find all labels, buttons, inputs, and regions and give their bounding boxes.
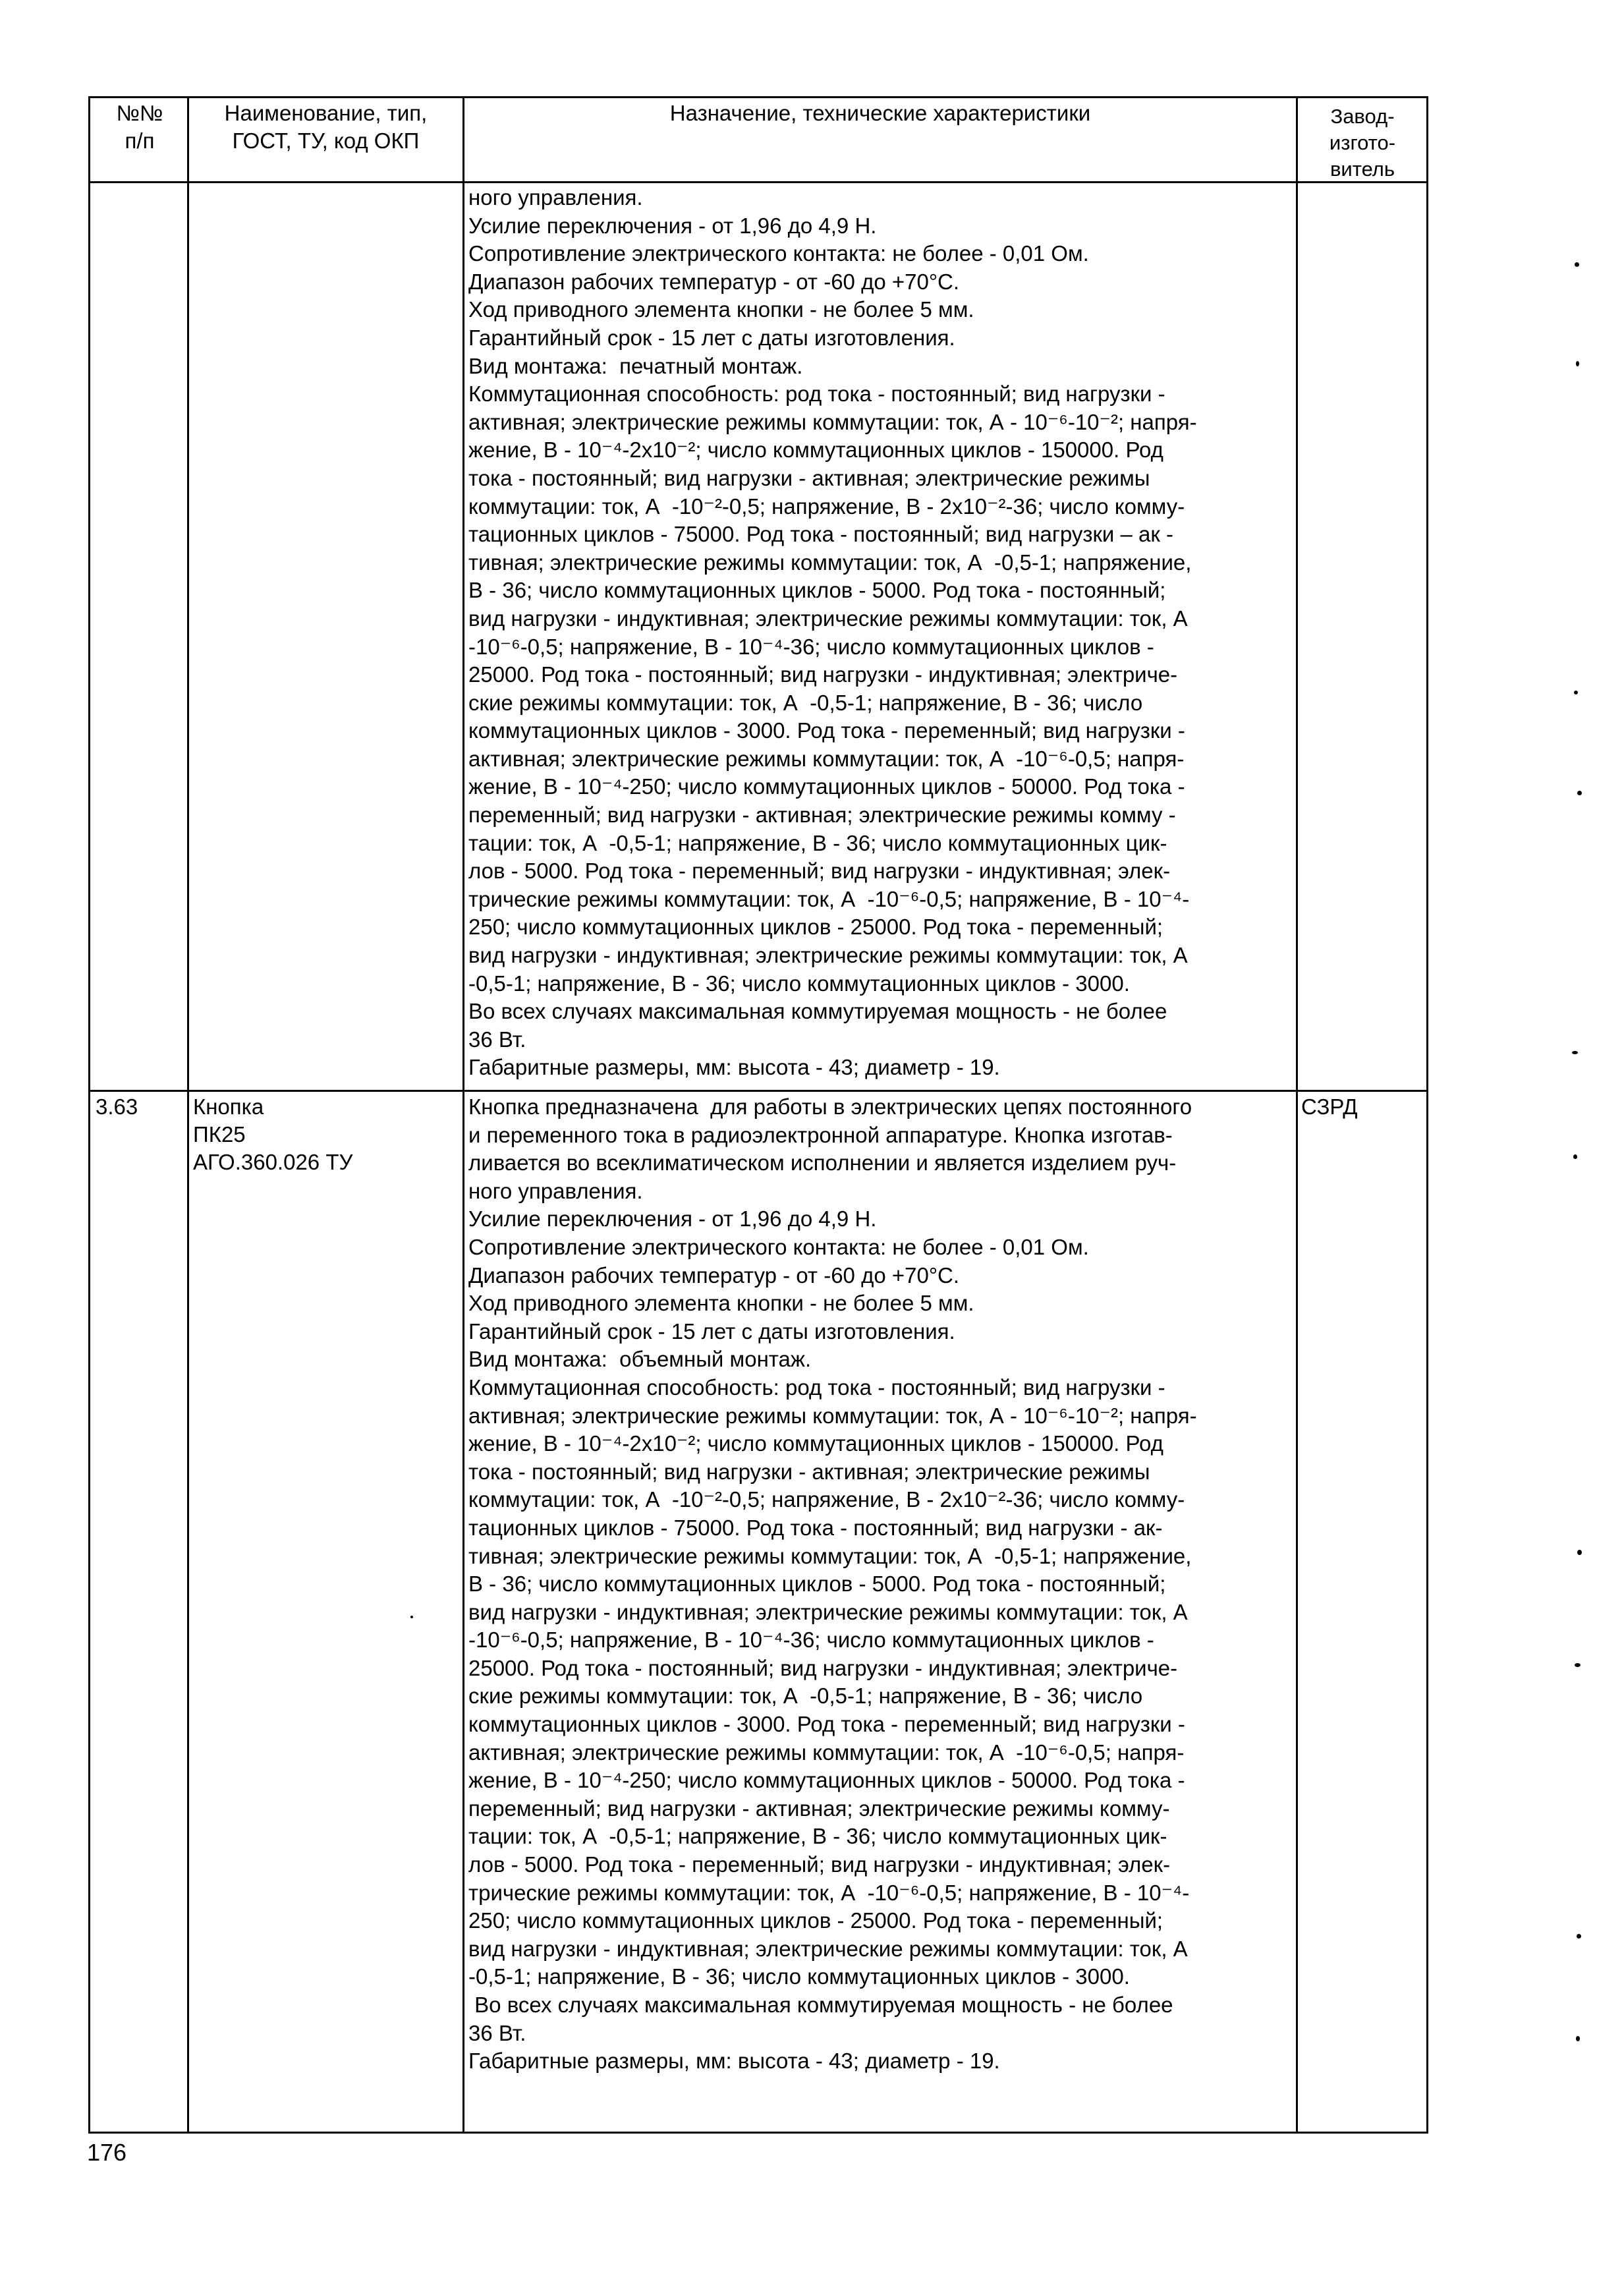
row2-line: Во всех случаях максимальная коммутируемая мощность - не более bbox=[468, 1993, 1173, 2017]
row2-line: переменный; вид нагрузки - активная; электрические режимы комму- bbox=[468, 1796, 1170, 1821]
row2-line: Кнопка предназначена для работы в электрических цепях постоянного bbox=[468, 1094, 1192, 1119]
row2-line: Гарантийный срок - 15 лет с даты изготовления. bbox=[468, 1318, 955, 1344]
row2-line: 250; число коммутационных циклов - 25000. Род тока - переменный; bbox=[468, 1908, 1163, 1933]
column-divider bbox=[1296, 98, 1298, 2132]
row1-line: 25000. Род тока - постоянный; вид нагрузки - индуктивная; электриче- bbox=[468, 662, 1178, 687]
row2-line: тации: ток, А -0,5-1; напряжение, В - 36; число коммутационных цик- bbox=[468, 1824, 1167, 1849]
column-divider bbox=[187, 98, 189, 2132]
row2-line: -0,5-1; напряжение, В - 36; число коммутационных циклов - 3000. bbox=[468, 1964, 1130, 1989]
row2-line: тивная; электрические режимы коммутации: ток, А -0,5-1; напряжение, bbox=[468, 1543, 1192, 1568]
row2-line: лов - 5000. Род тока - переменный; вид нагрузки - индуктивная; элек- bbox=[468, 1852, 1171, 1877]
header-num: №№ п/п bbox=[116, 101, 163, 153]
row1-line: Усилие переключения - от 1,96 до 4,9 Н. bbox=[468, 213, 877, 238]
row2-num: 3.63 bbox=[96, 1094, 138, 1119]
row1-line: Вид монтажа: печатный монтаж. bbox=[468, 353, 803, 378]
row1-line: переменный; вид нагрузки - активная; электрические режимы комму - bbox=[468, 803, 1176, 828]
row1-line: вид нагрузки - индуктивная; электрические режимы коммутации: ток, А bbox=[468, 606, 1188, 631]
row2-line: Габаритные размеры, мм: высота - 43; диаметр - 19. bbox=[468, 2049, 1000, 2074]
row2-line: Усилие переключения - от 1,96 до 4,9 Н. bbox=[468, 1206, 877, 1232]
page-number: 176 bbox=[87, 2139, 127, 2166]
row1-line: Во всех случаях максимальная коммутируемая мощность - не более bbox=[468, 999, 1167, 1024]
row2-line: жение, В - 10⁻⁴-2х10⁻²; число коммутационных циклов - 150000. Род bbox=[468, 1431, 1163, 1456]
row2-line: коммутационных циклов - 3000. Род тока - переменный; вид нагрузки - bbox=[468, 1712, 1185, 1737]
row1-line: Гарантийный срок - 15 лет с даты изготовления. bbox=[468, 325, 955, 350]
scan-speck bbox=[1577, 1934, 1581, 1939]
row1-line: Диапазон рабочих температур - от -60 до +70°С. bbox=[468, 269, 960, 294]
row1-line: жение, В - 10⁻⁴-250; число коммутационных циклов - 50000. Род тока - bbox=[468, 774, 1185, 799]
row2-line: вид нагрузки - индуктивная; электрические режимы коммутации: ток, А bbox=[468, 1599, 1188, 1624]
row2-line: активная; электрические режимы коммутации: ток, А - 10⁻⁶-10⁻²; напря- bbox=[468, 1403, 1197, 1428]
row1-line: активная; электрические режимы коммутации: ток, А - 10⁻⁶-10⁻²; напря- bbox=[468, 409, 1197, 434]
scan-speck bbox=[1576, 2036, 1580, 2041]
row1-line: жение, В - 10⁻⁴-2х10⁻²; число коммутационных циклов - 150000. Род bbox=[468, 438, 1163, 463]
row-divider bbox=[90, 1090, 1426, 1092]
row2-line: тационных циклов - 75000. Род тока - постоянный; вид нагрузки - ак- bbox=[468, 1515, 1163, 1540]
scan-speck bbox=[1575, 262, 1579, 267]
column-divider bbox=[462, 98, 464, 2132]
scan-speck bbox=[1577, 1550, 1582, 1555]
scan-speck bbox=[1575, 1663, 1581, 1667]
row1-line: тации: ток, А -0,5-1; напряжение, В - 36; число коммутационных цик- bbox=[468, 830, 1167, 855]
row1-line: Габаритные размеры, мм: высота - 43; диаметр - 19. bbox=[468, 1055, 1000, 1080]
scan-speck bbox=[1576, 361, 1579, 366]
row2-line: ного управления. bbox=[468, 1178, 643, 1203]
row1-line: ного управления. bbox=[468, 185, 643, 210]
row2-line: ливается во всеклиматическом исполнении и является изделием руч- bbox=[468, 1150, 1177, 1176]
row2-line: Вид монтажа: объемный монтаж. bbox=[468, 1347, 812, 1372]
scan-speck bbox=[410, 1616, 413, 1618]
catalog-table bbox=[88, 96, 1428, 2134]
row2-line: тока - постоянный; вид нагрузки - активная; электрические режимы bbox=[468, 1459, 1150, 1484]
row2-line: вид нагрузки - индуктивная; электрические режимы коммутации: ток, А bbox=[468, 1936, 1188, 1961]
row1-line: тационных циклов - 75000. Род тока - постоянный; вид нагрузки – ак - bbox=[468, 522, 1174, 547]
scan-speck bbox=[1572, 1051, 1578, 1054]
row2-line: ские режимы коммутации: ток, А -0,5-1; напряжение, В - 36; число bbox=[468, 1684, 1143, 1709]
row2-line: Сопротивление электрического контакта: не более - 0,01 Ом. bbox=[468, 1234, 1089, 1259]
row2-line: Диапазон рабочих температур - от -60 до +70°С. bbox=[468, 1262, 960, 1288]
row1-line: вид нагрузки - индуктивная; электрические режимы коммутации: ток, А bbox=[468, 943, 1188, 968]
row1-line: тока - постоянный; вид нагрузки - активная; электрические режимы bbox=[468, 465, 1150, 490]
row1-description bbox=[468, 184, 1197, 1082]
row1-line: коммутационных циклов - 3000. Род тока - переменный; вид нагрузки - bbox=[468, 718, 1185, 743]
header-name: Наименование, тип, ГОСТ, ТУ, код ОКП bbox=[224, 101, 428, 153]
row1-line: трические режимы коммутации: ток, А -10⁻⁶-0,5; напряжение, В - 10⁻⁴- bbox=[468, 886, 1190, 911]
row2-line: и переменного тока в радиоэлектронной аппаратуре. Кнопка изготав- bbox=[468, 1122, 1173, 1147]
row1-line: активная; электрические режимы коммутации: ток, А -10⁻⁶-0,5; напря- bbox=[468, 746, 1185, 771]
row2-name: Кнопка ПК25 АГО.360.026 ТУ bbox=[193, 1094, 353, 1174]
row2-line: Коммутационная способность: род тока - постоянный; вид нагрузки - bbox=[468, 1374, 1165, 1400]
row1-line: 36 Вт. bbox=[468, 1027, 526, 1052]
row2-line: трические режимы коммутации: ток, А -10⁻⁶-0,5; напряжение, В - 10⁻⁴- bbox=[468, 1880, 1190, 1905]
row2-line: -10⁻⁶-0,5; напряжение, В - 10⁻⁴-36; число коммутационных циклов - bbox=[468, 1628, 1154, 1653]
row1-line: ские режимы коммутации: ток, А -0,5-1; напряжение, В - 36; число bbox=[468, 690, 1143, 715]
row2-line: Ход приводного элемента кнопки - не более 5 мм. bbox=[468, 1291, 974, 1316]
row1-line: 250; число коммутационных циклов - 25000. Род тока - переменный; bbox=[468, 915, 1163, 940]
header-purpose: Назначение, технические характеристики bbox=[669, 101, 1091, 125]
row1-line: тивная; электрические режимы коммутации: ток, А -0,5-1; напряжение, bbox=[468, 550, 1192, 575]
scan-speck bbox=[1577, 791, 1582, 795]
row2-line: В - 36; число коммутационных циклов - 5000. Род тока - постоянный; bbox=[468, 1572, 1166, 1597]
scan-speck bbox=[1574, 691, 1578, 694]
scan-speck bbox=[1573, 1154, 1577, 1159]
row2-maker: СЗРД bbox=[1301, 1094, 1358, 1119]
row1-line: лов - 5000. Род тока - переменный; вид нагрузки - индуктивная; элек- bbox=[468, 859, 1171, 884]
row2-line: жение, В - 10⁻⁴-250; число коммутационных циклов - 50000. Род тока - bbox=[468, 1768, 1185, 1793]
row1-line: -0,5-1; напряжение, В - 36; число коммутационных циклов - 3000. bbox=[468, 971, 1130, 996]
row1-line: Сопротивление электрического контакта: не более - 0,01 Ом. bbox=[468, 241, 1089, 266]
row1-line: коммутации: ток, А -10⁻²-0,5; напряжение, В - 2х10⁻²-36; число комму- bbox=[468, 494, 1185, 519]
row2-line: коммутации: ток, А -10⁻²-0,5; напряжение, В - 2х10⁻²-36; число комму- bbox=[468, 1487, 1185, 1512]
header-divider bbox=[90, 181, 1426, 183]
row2-line: 25000. Род тока - постоянный; вид нагрузки - индуктивная; электриче- bbox=[468, 1655, 1178, 1680]
header-maker: Завод- изгото- витель bbox=[1329, 105, 1396, 181]
row2-line: 36 Вт. bbox=[468, 2020, 526, 2045]
row2-line: активная; электрические режимы коммутации: ток, А -10⁻⁶-0,5; напря- bbox=[468, 1740, 1185, 1765]
row1-line: Коммутационная способность: род тока - постоянный; вид нагрузки - bbox=[468, 382, 1165, 407]
row1-line: Ход приводного элемента кнопки - не более 5 мм. bbox=[468, 297, 974, 322]
row1-line: В - 36; число коммутационных циклов - 5000. Род тока - постоянный; bbox=[468, 578, 1166, 603]
row2-description bbox=[468, 1093, 1197, 2076]
row1-line: -10⁻⁶-0,5; напряжение, В - 10⁻⁴-36; число коммутационных циклов - bbox=[468, 634, 1154, 659]
